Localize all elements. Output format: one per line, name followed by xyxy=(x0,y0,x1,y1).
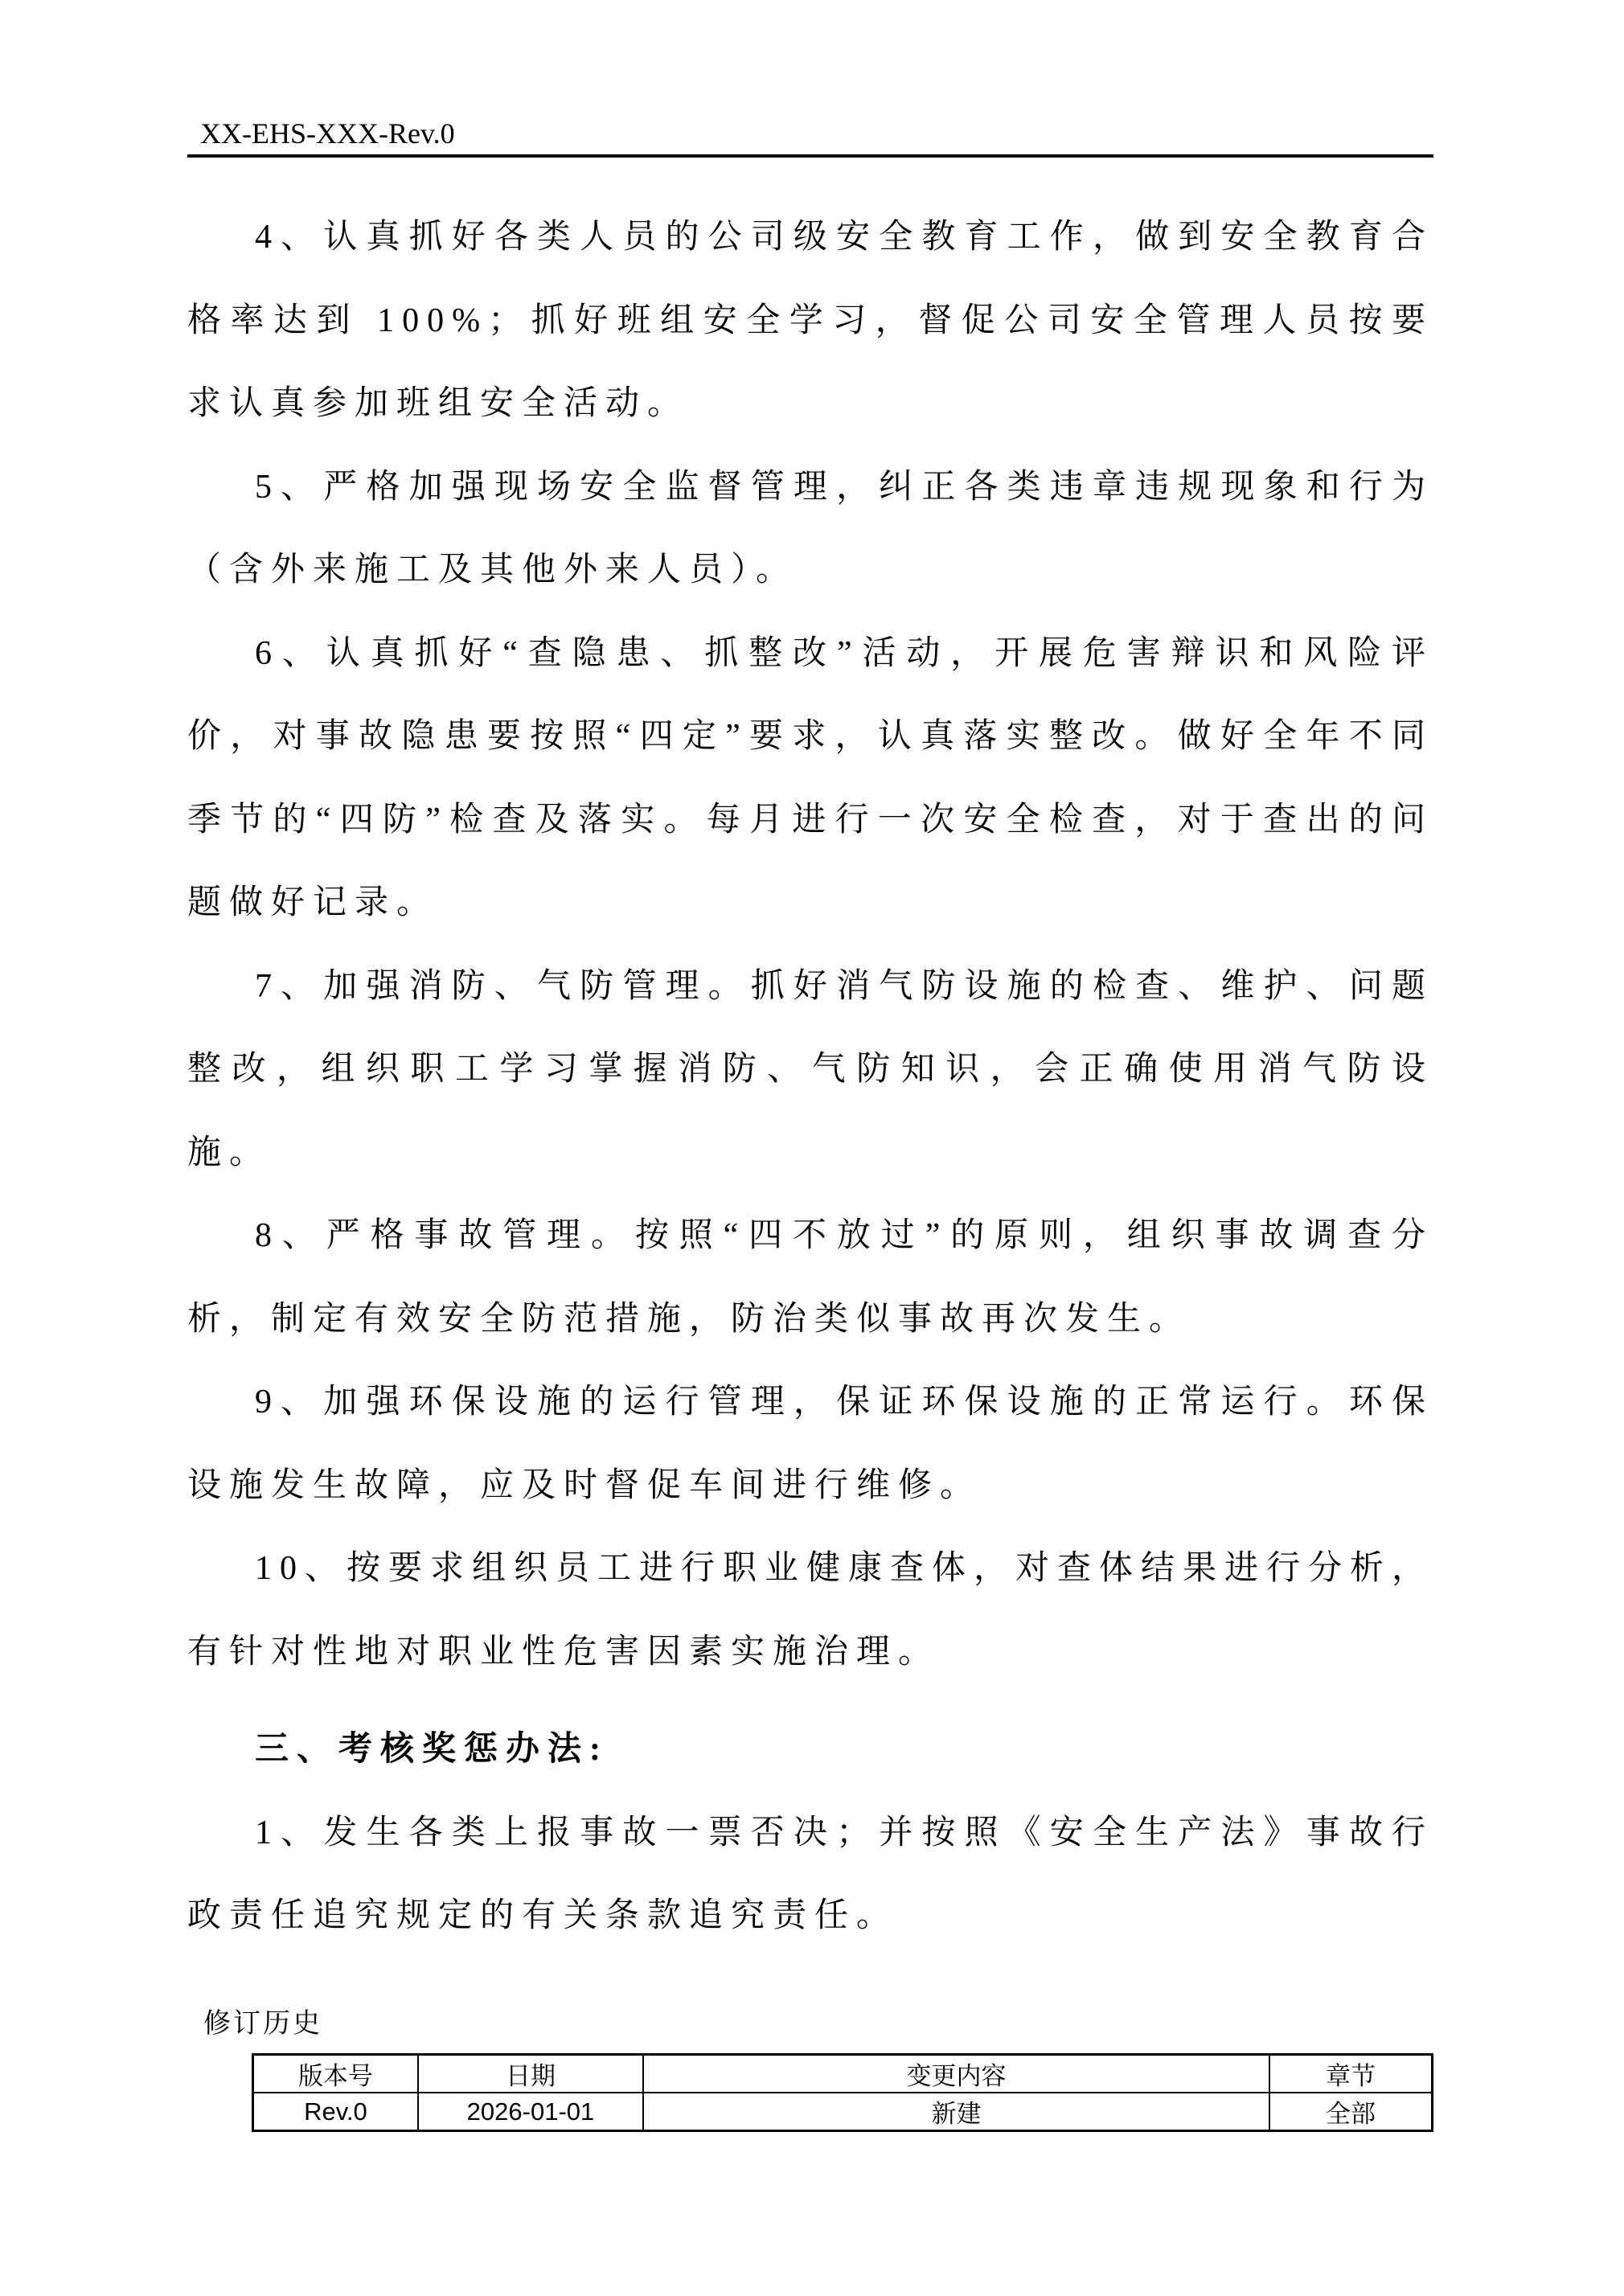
page-header xyxy=(187,117,1433,158)
body-paragraph-6: 6、认真抓好“查隐患、抓整改”活动，开展危害辩识和风险评价，对事故隐患要按照“四定”要求，认真落实整改。做好全年不同季节的“四防”检查及落实。每月进行一次安全检查，对于查出的问题做好记录。 xyxy=(187,634,1433,921)
revision-history-label: 修订历史 xyxy=(203,2009,322,2039)
table-header-row xyxy=(253,2055,1433,2093)
document-code: XX-EHS-XXX-Rev.0 xyxy=(200,117,455,150)
cell-chapter: 全部 xyxy=(1269,2093,1432,2131)
body-paragraph-5: 5、严格加强现场安全监督管理，纠正各类违章违规现象和行为（含外来施工及其他外来人员）。 xyxy=(187,468,1433,588)
body-paragraph-10: 10、按要求组织员工进行职业健康查体，对查体结果进行分析，有针对性地对职业性危害因素实施治理。 xyxy=(187,1550,1434,1671)
cell-change: 新建 xyxy=(643,2093,1269,2131)
table-row xyxy=(253,2093,1433,2131)
section-heading: 三、考核奖惩办法: xyxy=(255,1731,609,1768)
body-paragraph-8: 8、严格事故管理。按照“四不放过”的原则，组织事故调查分析，制定有效安全防范措施，防治类似事故再次发生。 xyxy=(187,1217,1433,1338)
cell-version: Rev.0 xyxy=(253,2093,418,2131)
header-cell-date: 日期 xyxy=(418,2055,643,2093)
header-cell-change: 变更内容 xyxy=(643,2055,1269,2093)
revision-history-table xyxy=(252,2053,1433,2132)
document-body xyxy=(187,196,1433,1958)
header-cell-version: 版本号 xyxy=(253,2055,418,2093)
body-paragraph-9: 9、加强环保设施的运行管理，保证环保设施的正常运行。环保设施发生故障，应及时督促车间进行维修。 xyxy=(187,1384,1433,1504)
section-paragraph-1: 1、发生各类上报事故一票否决；并按照《安全生产法》事故行政责任追究规定的有关条款追究责任。 xyxy=(187,1814,1433,1934)
body-paragraph-4: 4、认真抓好各类人员的公司级安全教育工作，做到安全教育合格率达到 100%；抓好班组安全学习，督促公司安全管理人员按要求认真参加班组安全活动。 xyxy=(187,219,1433,422)
body-paragraph-7: 7、加强消防、气防管理。抓好消气防设施的检查、维护、问题整改，组织职工学习掌握消防、气防知识，会正确使用消气防设施。 xyxy=(187,967,1433,1171)
revision-history-section xyxy=(187,2008,1433,2132)
cell-date: 2026-01-01 xyxy=(418,2093,643,2131)
header-cell-chapter: 章节 xyxy=(1269,2055,1432,2093)
